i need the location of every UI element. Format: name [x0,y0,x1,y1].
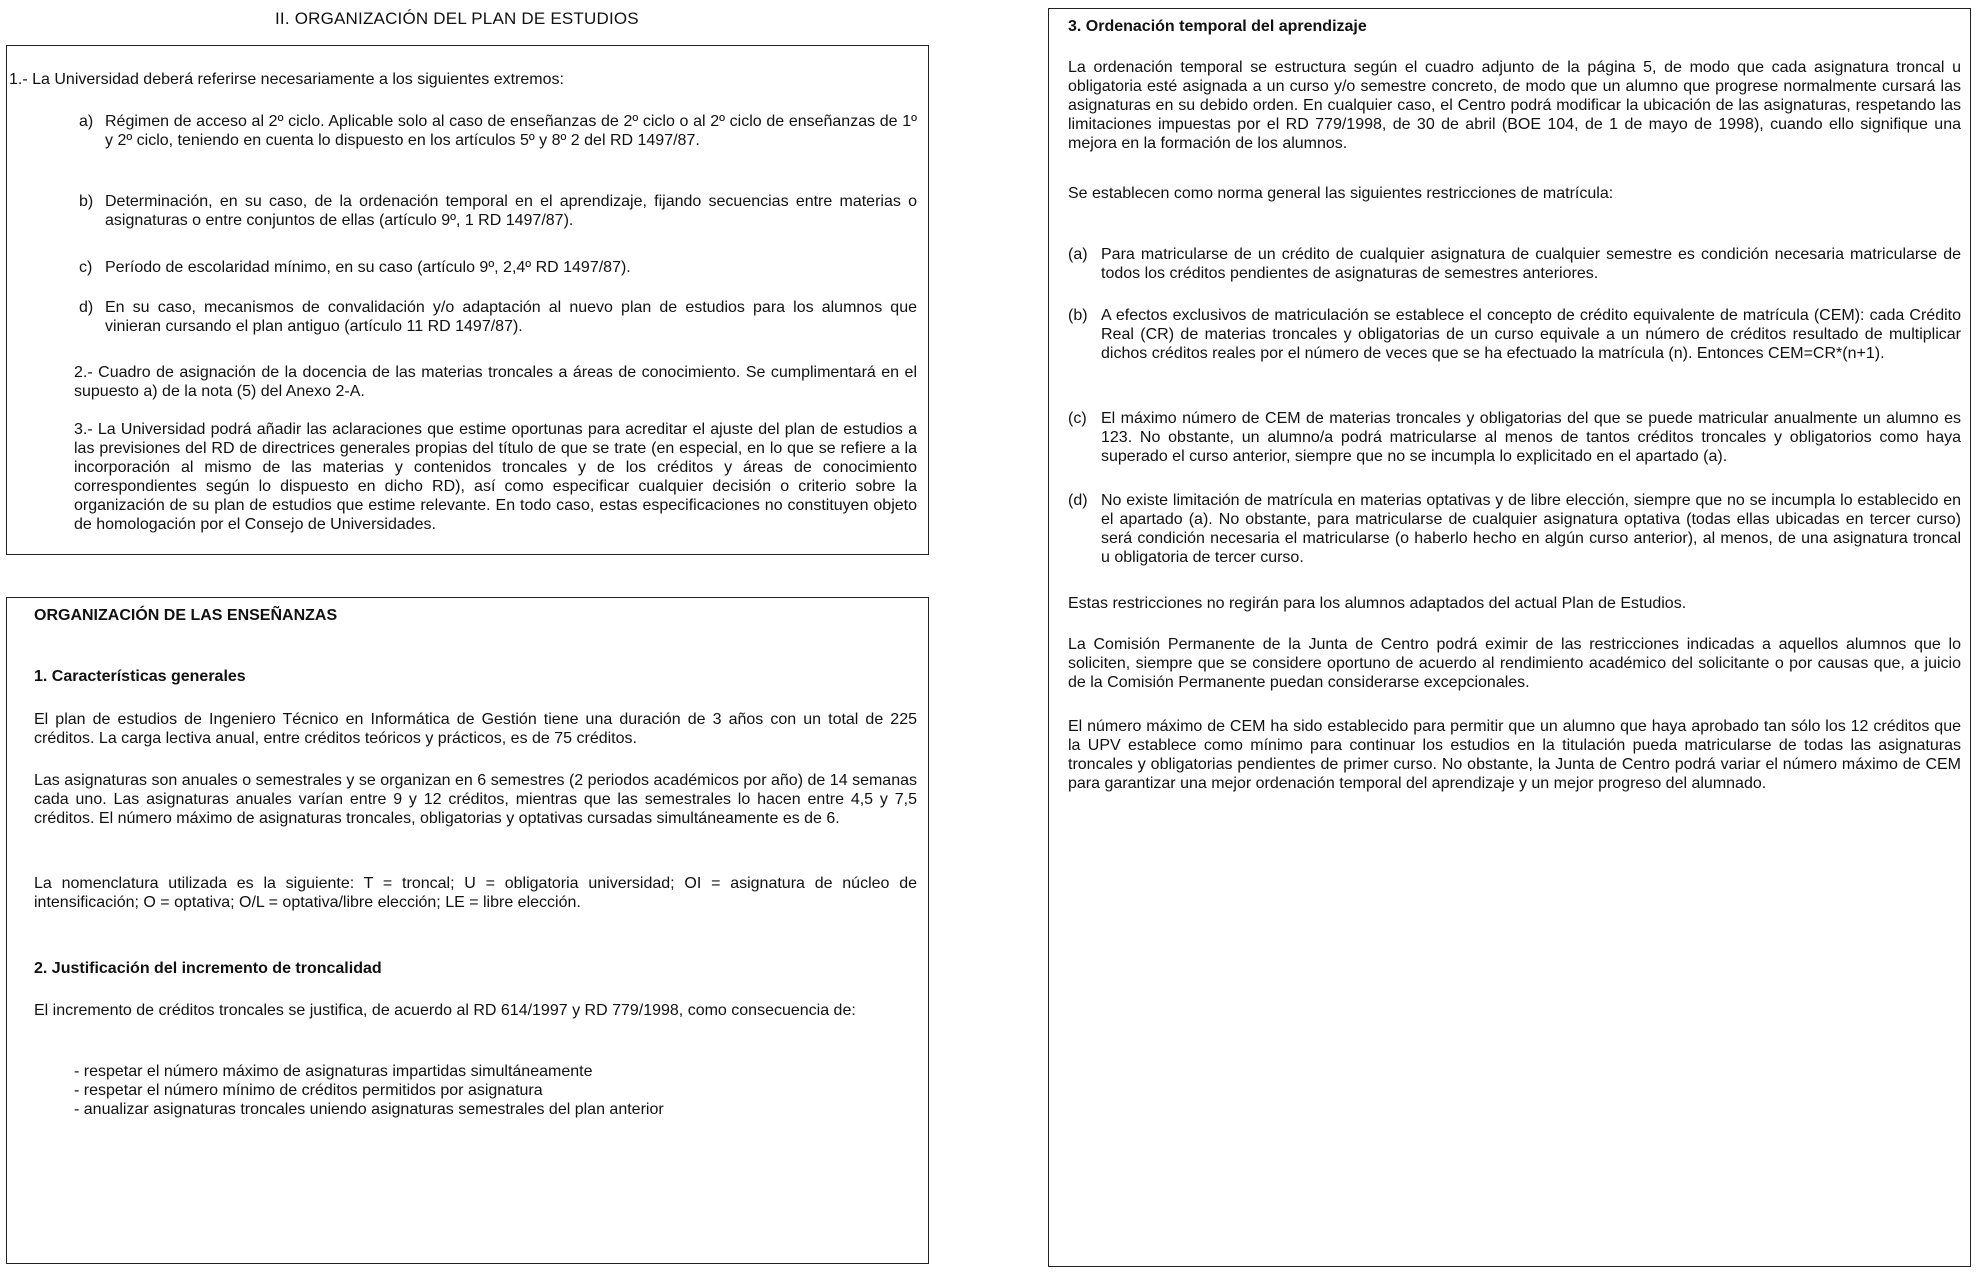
item-label: a) [79,113,94,130]
paragraph-commission: La Comisión Permanente de la Junta de Centro podrá eximir de las restricciones indicadas a aquellos alumnos que lo soliciten, siempre que se considere oportuno de acuerdo al rendimiento académico del solicitante o por causas que, a juicio de la Comisión Permanente puedan considerarse excepcionales. [1068,636,1961,691]
box-heading: 3. Ordenación temporal del aprendizaje [1068,18,1367,35]
list-item: - respetar el número mínimo de créditos permitidos por asignatura [74,1082,543,1099]
item-label: c) [79,259,93,276]
item-label: (c) [1068,410,1087,427]
restriction-item-c [1068,409,1961,466]
paragraph-restrictions-intro: Se establecen como norma general las siguientes restricciones de matrícula: [1068,185,1614,202]
paragraph-max-cem: El número máximo de CEM ha sido establecido para permitir que un alumno que haya aprobado tan sólo los 12 créditos que la UPV establece como mínimo para continuar los estudios en la titulación pueda matricularse de todas las asignaturas troncales y obligatorias pendientes de primer curso. No obstante, la Junta de Centro podrá variar el número máximo de CEM para garantizar una mejor ordenación temporal del aprendizaje y un mejor progreso del alumnado. [1068,718,1961,792]
requirements-intro: 1.- La Universidad deberá referirse necesariamente a los siguientes extremos: [9,71,564,88]
temporal-ordering-box [1048,8,1971,1267]
paragraph-adapted-students: Estas restricciones no regirán para los alumnos adaptados del actual Plan de Estudios. [1068,595,1687,612]
list-item: - respetar el número máximo de asignaturas impartidas simultáneamente [74,1063,593,1080]
requirement-item-c [79,258,917,277]
paragraph-ordering: La ordenación temporal se estructura según el cuadro adjunto de la página 5, de modo que cada asignatura troncal u obligatoria esté asignada a un curso y/o semestre concreto, de modo que un alumno que progrese normalmente cursará las asignaturas en su debido orden. En cualquier caso, el Centro podrá modificar la ubicación de las asignaturas, respetando las limitaciones impuestas por el RD 779/1998, de 30 de abril (BOE 104, de 1 de mayo de 1998), cuando ello signifique una mejora en la formación de los alumnos. [1068,59,1961,152]
teaching-organization-box [6,597,929,1264]
requirement-item-d [79,298,917,336]
paragraph-duration: El plan de estudios de Ingeniero Técnico en Informática de Gestión tiene una duración de 3 años con un total de 225 créditos. La carga lectiva anual, entre créditos teóricos y prácticos, es de 75 créditos. [34,711,917,747]
requirements-box [6,45,929,555]
box-heading: ORGANIZACIÓN DE LAS ENSEÑANZAS [34,607,338,624]
item-text: El máximo número de CEM de materias troncales y obligatorias del que se puede matricular anualmente un alumno es 123. No obstante, un alumno/a podrá matricularse al menos de tantos créditos troncales y obligatorios como haya superado el curso anterior, siempre que no se incumpla lo explicitado en el apartado (a). [1101,410,1961,465]
item-label: (b) [1068,307,1088,324]
subheading-general: 1. Características generales [34,668,246,685]
paragraph-justification: El incremento de créditos troncales se justifica, de acuerdo al RD 614/1997 y RD 779/1998, como consecuencia de: [34,1002,856,1019]
item-label: (d) [1068,492,1088,509]
paragraph-subjects: Las asignaturas son anuales o semestrales y se organizan en 6 semestres (2 periodos académicos por año) de 14 semanas cada uno. Las asignaturas anuales varían entre 9 y 12 créditos, mientras que las semestrales lo hacen entre 4,5 y 7,5 créditos. El número máximo de asignaturas troncales, obligatorias y optativas cursadas simultáneamente es de 6. [34,772,917,827]
requirement-paragraph-3: 3.- La Universidad podrá añadir las aclaraciones que estime oportunas para acreditar el ajuste del plan de estudios a las previsiones del RD de directrices generales propias del título de que se trate (en especial, en lo que se refiere a la incorporación al mismo de las materias y contenidos troncales y de los créditos y áreas de conocimiento correspondientes según lo dispuesto en dicho RD), así como especificar cualquier decisión o criterio sobre la organización de su plan de estudios que estime relevante. En todo caso, estas especificaciones no constituyen objeto de homologación por el Consejo de Universidades. [74,421,917,533]
item-text: Período de escolaridad mínimo, en su caso (artículo 9º, 2,4º RD 1497/87). [105,259,631,276]
section-title: II. ORGANIZACIÓN DEL PLAN DE ESTUDIOS [275,9,639,28]
restriction-item-b [1068,306,1961,363]
requirement-paragraph-2: 2.- Cuadro de asignación de la docencia de las materias troncales a áreas de conocimiento. Se cumplimentará en el supuesto a) de la nota (5) del Anexo 2-A. [74,364,917,400]
item-text: No existe limitación de matrícula en materias optativas y de libre elección, siempre que no se incumpla lo establecido en el apartado (a). No obstante, para matricularse de cualquier asignatura optativa (todas ellas ubicadas en tercer curso) será condición necesaria el matricularse (o haberlo hecho en algún curso anterior), al menos, de una asignatura troncal u obligatoria de tercer curso. [1101,492,1961,566]
justification-list [74,1062,914,1119]
requirement-item-b [79,192,917,230]
item-text: En su caso, mecanismos de convalidación y/o adaptación al nuevo plan de estudios para los alumnos que vinieran cursando el plan antiguo (artículo 11 RD 1497/87). [105,299,917,335]
subheading-justification: 2. Justificación del incremento de troncalidad [34,960,382,977]
item-label: d) [79,299,94,316]
item-text: Régimen de acceso al 2º ciclo. Aplicable solo al caso de enseñanzas de 2º ciclo o al 2º ciclo de enseñanzas de 1º y 2º ciclo, teniendo en cuenta lo dispuesto en los artículos 5º y 8º 2 del RD 1497/87. [105,113,917,149]
item-label: (a) [1068,246,1088,263]
requirement-item-a [79,112,917,150]
restriction-item-d [1068,491,1961,567]
list-item: - anualizar asignaturas troncales uniendo asignaturas semestrales del plan anterior [74,1101,664,1118]
restriction-item-a [1068,245,1961,283]
item-text: Determinación, en su caso, de la ordenación temporal en el aprendizaje, fijando secuencias entre materias o asignaturas o entre conjuntos de ellas (artículo 9º, 1 RD 1497/87). [105,193,917,229]
paragraph-nomenclature: La nomenclatura utilizada es la siguiente: T = troncal; U = obligatoria universidad; OI = asignatura de núcleo de intensificación; O = optativa; O/L = optativa/libre elección; LE = libre elección. [34,875,917,911]
item-label: b) [79,193,94,210]
item-text: Para matricularse de un crédito de cualquier asignatura de cualquier semestre es condición necesaria matricularse de todos los créditos pendientes de asignaturas de semestres anteriores. [1101,246,1961,282]
item-text: A efectos exclusivos de matriculación se establece el concepto de crédito equivalente de matrícula (CEM): cada Crédito Real (CR) de materias troncales y obligatorias de un curso equivale a un número de créditos resultado de multiplicar dichos créditos reales por el número de veces que se ha efectuado la matrícula (n). Entonces CEM=CR*(n+1). [1101,307,1961,362]
